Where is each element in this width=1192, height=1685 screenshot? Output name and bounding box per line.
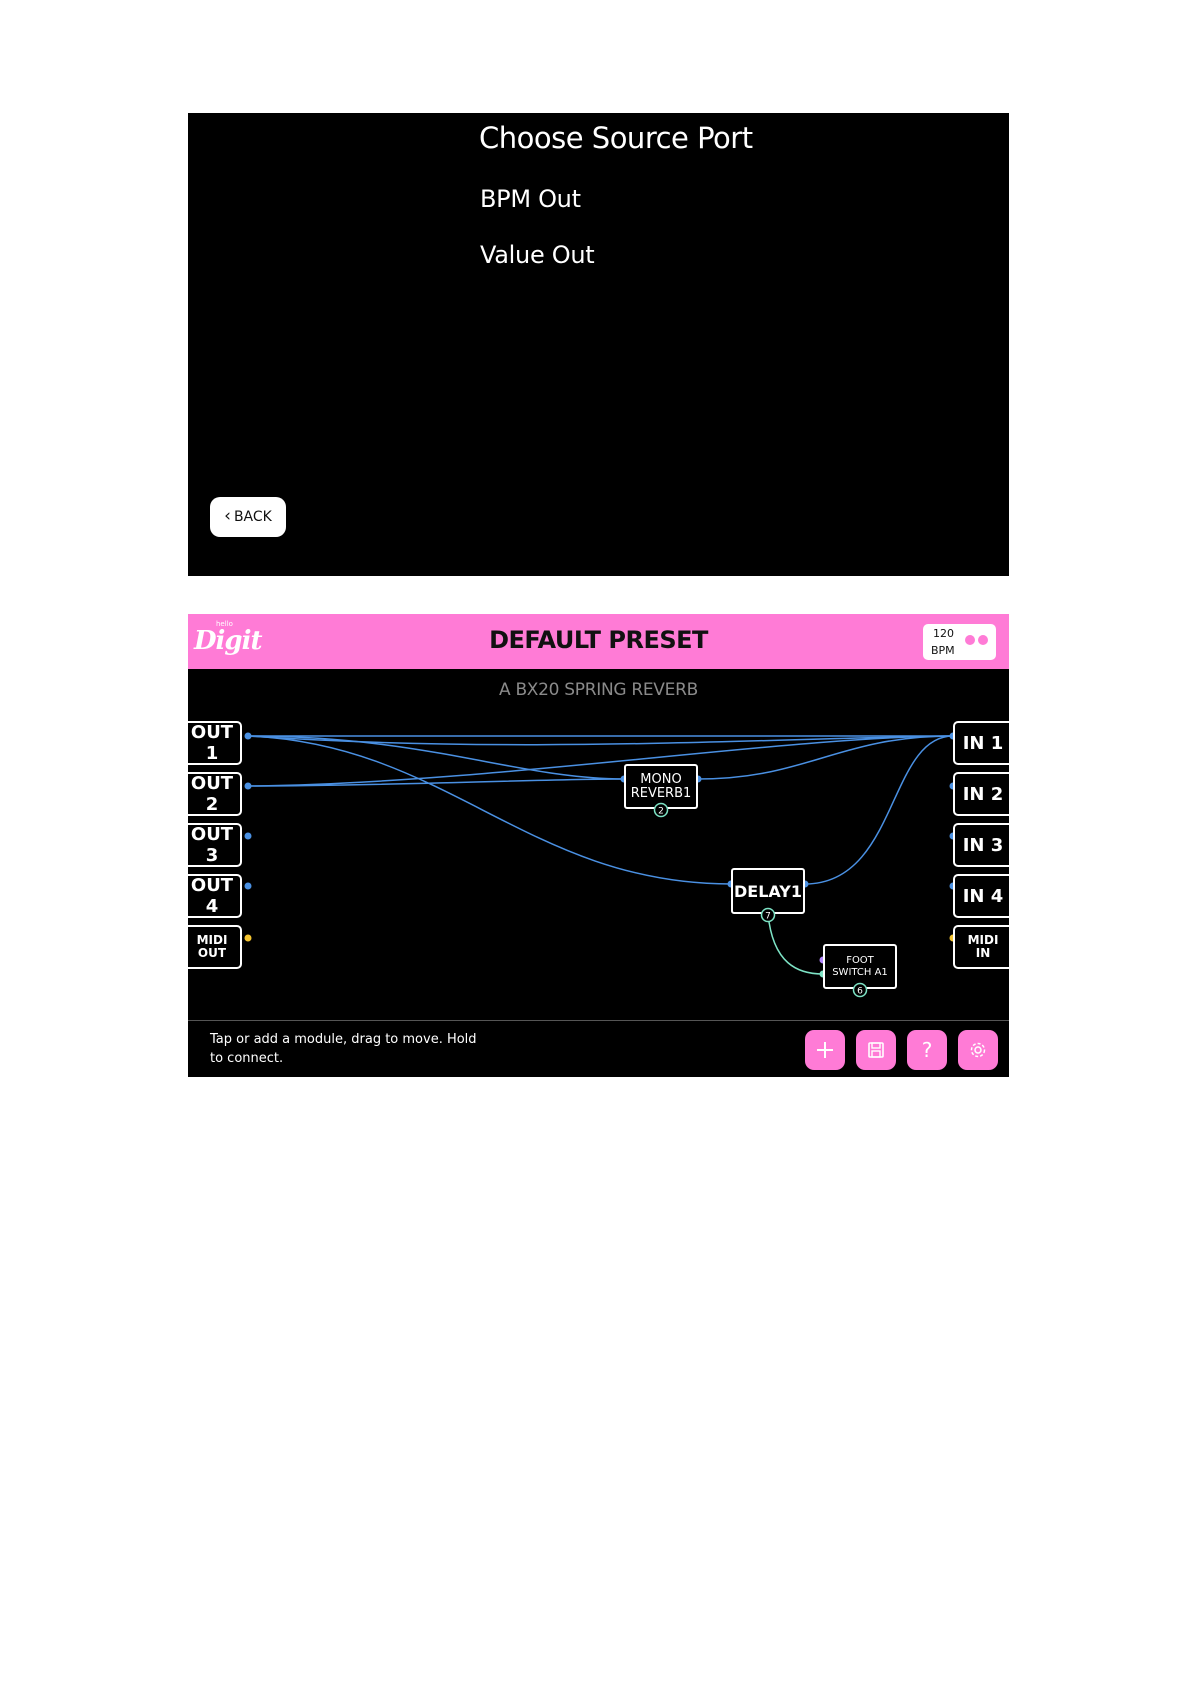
chevron-left-icon: ‹ <box>224 505 231 526</box>
port-label: OUT 1 <box>190 722 234 764</box>
port-label: OUT 4 <box>190 875 234 917</box>
port-label: OUT 2 <box>190 773 234 815</box>
reverb-badge-text: 2 <box>658 806 664 817</box>
add-module-button[interactable] <box>805 1030 845 1070</box>
delay-badge-text: 7 <box>765 911 771 922</box>
add-icon <box>815 1040 835 1060</box>
option-value-out[interactable]: Value Out <box>480 241 595 269</box>
logo-small-text: hello <box>216 620 233 628</box>
bpm-value: 120 <box>933 627 954 640</box>
patch-editor-screen <box>188 614 1009 1077</box>
preset-title[interactable]: DEFAULT PRESET <box>489 626 708 654</box>
option-bpm-out[interactable]: BPM Out <box>480 185 581 213</box>
help-icon: ? <box>921 1038 933 1062</box>
hint-text: Tap or add a module, drag to move. Hold to connect. <box>210 1032 477 1066</box>
logo-text: Digit <box>194 626 262 656</box>
module-label: FOOT SWITCH A1 <box>832 954 888 978</box>
footswitch-badge-text: 6 <box>857 986 863 997</box>
help-button[interactable] <box>907 1030 947 1070</box>
settings-button[interactable] <box>958 1030 998 1070</box>
gear-icon <box>967 1039 989 1061</box>
page-title: Choose Source Port <box>479 121 753 155</box>
back-label: BACK <box>233 509 272 525</box>
module-label: DELAY1 <box>734 881 802 901</box>
port-label: MIDI IN <box>967 933 999 960</box>
port-label: IN 1 <box>962 732 1004 754</box>
module-badges <box>188 614 1009 1077</box>
save-icon <box>866 1040 886 1060</box>
back-button[interactable] <box>210 497 286 537</box>
port-label: IN 4 <box>962 885 1004 907</box>
save-button[interactable] <box>856 1030 896 1070</box>
port-label: IN 3 <box>962 834 1004 856</box>
source-port-screen <box>188 113 1009 576</box>
port-label: MIDI OUT <box>196 933 228 960</box>
footer-divider <box>188 1020 1009 1021</box>
bpm-unit: BPM <box>931 644 955 657</box>
selected-module-name: A BX20 SPRING REVERB <box>499 680 698 700</box>
module-label: MONO REVERB1 <box>630 771 692 801</box>
port-label: OUT 3 <box>190 824 234 866</box>
port-label: IN 2 <box>962 783 1004 805</box>
